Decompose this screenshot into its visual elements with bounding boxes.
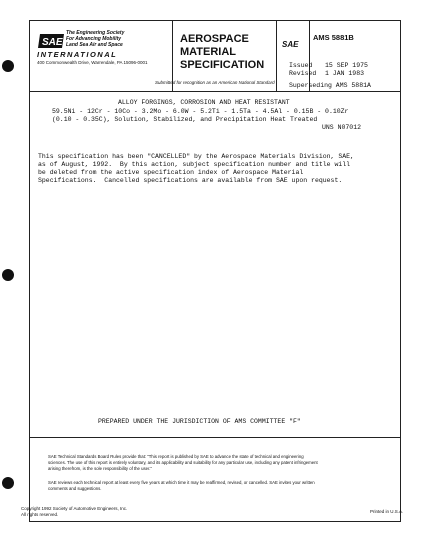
svg-text:SAE: SAE [42,37,63,48]
issued-row [289,62,368,70]
punch-hole-top [2,60,14,72]
header-divider-vertical-2 [276,20,277,91]
cancel-notice-line-3: be deleted from the active specification index of Aerospace Material [38,169,304,176]
issued-date: 15 SEP 1975 [325,62,368,69]
footer-review-line-2: comments and suggestions. [48,486,102,491]
alloy-composition: 59.5Ni - 12Cr - 10Co - 3.2Mo - 6.0W - 5.2Ti - 1.5Ta - 4.5Al - 0.15B - 0.10Zr [52,108,349,115]
org-tagline-2: For Advancing Mobility [66,36,122,42]
alloy-title: ALLOY FORGINGS, CORROSION AND HEAT RESISTANT [118,99,290,106]
submitted-note: Submitted for recognition as an American National Standard [155,80,275,85]
revised-row [289,70,364,78]
printed-in-note: Printed in U.S.A. [370,509,404,514]
uns-number: UNS N07012 [322,124,362,131]
revised-date: 1 JAN 1983 [325,70,365,77]
supersedes-note: Superseding AMS 5881A [289,82,371,89]
header-divider-vertical-3 [309,20,310,91]
org-tagline-3: Land Sea Air and Space [66,42,123,48]
cancel-notice-line-1: This specification has been "CANCELLED" by the Aerospace Materials Division, SAE, [38,153,354,160]
footer-disclaimer-line-1: SAE Technical Standards Board Rules provide that: "This report is published by SAE to advance the state of technical and engineering [48,454,304,459]
org-tagline-1: The Engineering Society [66,30,125,36]
copyright-line-1: Copyright 1992 Society of Automotive Engineers, Inc. [21,506,128,511]
copyright-line-2: All rights reserved. [21,512,59,517]
punch-hole-middle [2,269,14,281]
cancel-notice-line-2: as of August, 1992. By this action, subject specification number and title will [38,161,351,168]
footer-review-line-1: SAE reviews each technical report at least every five years at which time it may be reaffirmed, revised, or cancelled. SAE invites your written [48,480,315,485]
footer-divider [29,437,401,438]
doc-title-line-1: AEROSPACE [180,33,249,45]
footer-disclaimer-line-2: sciences. The use of this report is entirely voluntary, and its applicability and suitability for any particular use, including any patent infringement [48,460,318,465]
org-address: 400 Commonwealth Drive, Warrendale, PA 15096-0001 [37,60,148,65]
footer-disclaimer-line-3: arising therefrom, is the sole responsibility of the user." [48,466,152,471]
alloy-treatment: (0.10 - 0.35C), Solution, Stabilized, and Precipitation Heat Treated [52,116,318,123]
page-frame [29,20,404,522]
international-label: INTERNATIONAL [37,50,118,59]
header-divider [29,91,401,92]
punch-hole-bottom [2,477,14,489]
doc-title-line-3: SPECIFICATION [180,59,265,71]
doc-title-line-2: MATERIAL [180,46,237,58]
revised-label: Revised [289,70,317,77]
prepared-under-note: PREPARED UNDER THE JURISDICTION OF AMS COMMITTEE "F" [98,418,301,425]
sae-mark: SAE [282,40,299,49]
cancel-notice-line-4: Specifications. Cancelled specifications are available from SAE upon request. [38,177,343,184]
issued-label: Issued [289,62,313,69]
sae-logo-icon [37,33,65,49]
ams-number: AMS 5881B [313,33,354,42]
